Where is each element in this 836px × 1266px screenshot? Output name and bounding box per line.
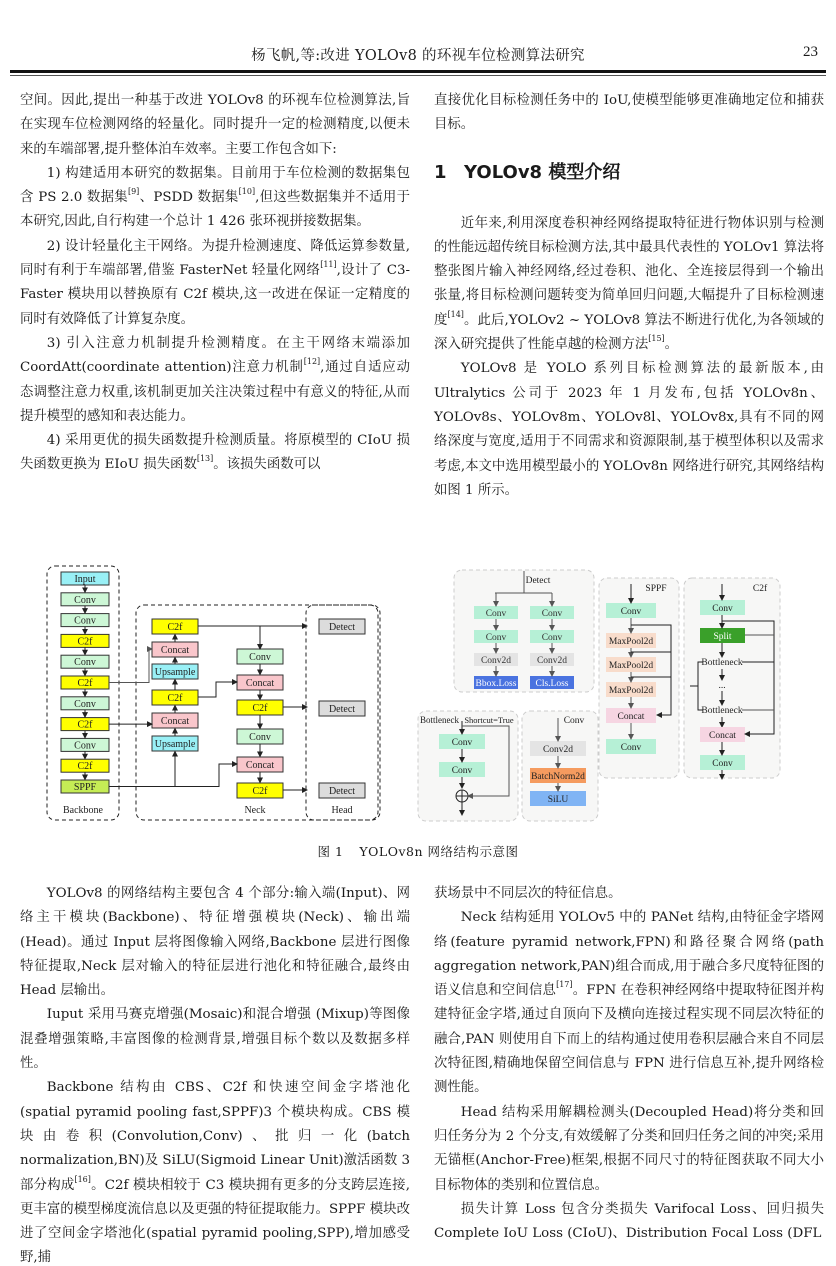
backbone-label: Backbone	[63, 805, 103, 816]
head-block-detect-label: Detect	[328, 786, 356, 797]
citation[interactable]: [12]	[303, 357, 321, 367]
left-column-top	[20, 89, 410, 478]
detect-right-conv2d-label: Conv2d	[536, 656, 568, 666]
citation[interactable]: [13]	[196, 454, 214, 464]
backbone-block-c2f-label: C2f	[77, 761, 93, 773]
connector-arrow	[109, 649, 152, 683]
c2f-block-conv-label: Conv	[712, 604, 733, 614]
bottleneck-module-title: Bottleneck	[420, 715, 459, 725]
sppf-block-maxpool2d-label: MaxPool2d	[608, 637, 654, 647]
page-number: 23	[803, 44, 818, 60]
section-number: 1	[434, 161, 447, 183]
section-heading	[434, 161, 824, 185]
citation[interactable]: [10]	[238, 187, 256, 197]
neck-right-block-conv-label: Conv	[249, 732, 271, 743]
left-column-bottom	[20, 882, 410, 1266]
detect-left-bbox-loss-label: Bbox.Loss	[475, 679, 517, 689]
detect-left-conv-label: Conv	[485, 633, 507, 643]
neck-right-block-concat-label: Concat	[245, 678, 275, 689]
backbone-block-conv-label: Conv	[74, 594, 96, 606]
backbone-block-c2f-label: C2f	[77, 678, 93, 689]
backbone-block-input-label: Input	[74, 574, 96, 585]
backbone-block-c2f-label: C2f	[77, 719, 93, 731]
detect-right-conv-label: Conv	[541, 633, 563, 643]
paragraph: 损失计算 Loss 包含分类损失 Varifocal Loss、回归损失 Complete IoU Loss (CIoU)、Distribution Focal Loss (DFL	[434, 1201, 824, 1242]
backbone-block-conv-label: Conv	[74, 657, 96, 669]
paragraph: 3) 引入注意力机制提升检测精度。在主干网络末端添加 CoordAtt(coordinate attention)注意力机制[12],通过自适应动态调整注意力权重,该机制更加关注决策过程中有意义的特征,从而提升模型的感知和表达能力。	[20, 335, 410, 424]
connector-arrow	[198, 626, 260, 649]
sppf-module-title: SPPF	[645, 584, 667, 594]
conv-block-conv2d-label: Conv2d	[542, 745, 574, 755]
paragraph: 获场景中不同层次的特征信息。	[434, 886, 622, 901]
conv-module-title: Conv	[563, 716, 585, 726]
c2f-bottleneck-2: Bottleneck	[701, 706, 743, 716]
neck-right-block-c2f-label: C2f	[252, 703, 268, 714]
head-block-detect-label: Detect	[328, 704, 356, 715]
bottleneck-block-conv-label: Conv	[451, 738, 473, 748]
neck-left-block-concat-label: Concat	[160, 645, 190, 656]
neck-left-block-c2f-label: C2f	[167, 622, 183, 633]
right-column-bottom	[434, 882, 824, 1246]
paragraph: 4) 采用更优的损失函数提升检测质量。将原模型的 CIoU 损失函数更换为 EIoU 损失函数[13]。该损失函数可以	[20, 433, 410, 473]
c2f-block-conv-out-label: Conv	[712, 759, 733, 769]
header-rule-thick	[10, 70, 826, 73]
paragraph: Neck 结构延用 YOLOv5 中的 PANet 结构,由特征金字塔网络(feature pyramid network,FPN)和路径聚合网络(path aggregation network,PAN)组合而成,用于融合多尺度特征图的语义信息和空间信息[17]。FPN 在卷积神经网络中提取特征图并构建特征金字塔,通过自顶向下及横向连接过程实现不同层次特征的融合,PAN 则使用自下而上的结构通过使用卷积层融合来自不同层次特征图,精确地保留空间信息与 FPN 进行信息互补,提升网络检测性能。	[434, 910, 825, 1096]
backbone-block-conv-label: Conv	[74, 698, 96, 710]
neck-left-block-upsample-label: Upsample	[154, 739, 196, 750]
paragraph: 2) 设计轻量化主干网络。为提升检测速度、降低运算参数量,同时有利于车端部署,借鉴 FasterNet 轻量化网络[11],设计了 C3-Faster 模块用以替换原有 C2f 模块,这一改进在保证一定精度的同时有效降低了计算复杂度。	[20, 238, 410, 327]
paragraph: 空间。因此,提出一种基于改进 YOLOv8 的环视车位检测算法,旨在实现车位检测网络的轻量化。同时提升一定的检测精度,以便未来的车端部署,提升整体泊车效率。主要工作包含如下:	[20, 93, 410, 157]
citation[interactable]: [9]	[127, 187, 140, 197]
citation[interactable]: [15]	[648, 334, 665, 344]
paragraph: YOLOv8 是 YOLO 系列目标检测算法的最新版本,由 Ultralytics 公司于 2023 年 1 月发布,包括 YOLOv8n、YOLOv8s、YOLOv8m、YOLOv8l、YOLOv8x,具有不同的网络深度与宽度,适用于不同需求和资源限制,基于模型体积以及需求考虑,本文中选用模型最小的 YOLOv8n 网络进行研究,其网络结构如图 1 所示。	[434, 361, 824, 498]
neck-left-block-upsample-label: Upsample	[154, 667, 196, 678]
figure-caption	[0, 842, 836, 860]
figure-yolov8n-architecture	[44, 563, 824, 825]
backbone-block-conv-label: Conv	[74, 740, 96, 752]
detect-left-conv2d-label: Conv2d	[480, 656, 512, 666]
running-title: 杨飞帆,等:改进 YOLOv8 的环视车位检测算法研究	[251, 48, 585, 64]
c2f-ellipsis: ...	[718, 681, 726, 691]
citation[interactable]: [17]	[556, 980, 573, 990]
neck-right-block-conv-label: Conv	[249, 652, 271, 663]
backbone-block-c2f-label: C2f	[77, 636, 93, 648]
paragraph: Backbone 结构由 CBS、C2f 和快速空间金字塔池化(spatial pyramid pooling fast,SPPF)3 个模块构成。CBS 模块由卷积(Convolution,Conv)、批归一化(batch normalization,BN)及 SiLU(Sigmoid Linear Unit)激活函数 3 部分构成[16]。C2f 模块相较于 C3 模块拥有更多的分支跨层连接,更丰富的模型梯度流信息以及更强的特征提取能力。SPPF 模块改进了空间金字塔池化(spatial pyramid pooling,SPP),增加感受野,捕	[20, 1080, 411, 1266]
paragraph: Head 结构采用解耦检测头(Decoupled Head)将分类和回归任务分为 2 个分支,有效缓解了分类和回归任务之间的冲突;采用无锚框(Anchor-Free)框架,根据不同尺寸的特征图获取不同大小目标物体的类别和位置信息。	[434, 1104, 824, 1193]
citation[interactable]: [11]	[320, 260, 337, 270]
neck-right-block-concat-label: Concat	[245, 760, 275, 771]
paragraph: 近年来,利用深度卷积神经网络提取特征进行物体识别与检测的性能远超传统目标检测方法,其中最具代表性的 YOLOv1 算法将整张图片输入神经网络,经过卷积、池化、全连接层得到一个输出张量,将目标检测问题转变为简单回归问题,大幅提升了目标检测速度[14]。此后,YOLOv2 ~ YOLOv8 算法不断进行优化,为各领域的深入研究提供了性能卓越的检测方法[15]。	[434, 215, 825, 353]
figure-caption-text: YOLOv8n 网络结构示意图	[359, 844, 519, 859]
sppf-block-maxpool2d-label: MaxPool2d	[608, 661, 654, 671]
conv-block-batchnorm2d-label: BatchNorm2d	[531, 772, 585, 782]
paragraph: 直接优化目标检测任务中的 IoU,使模型能够更准确地定位和捕获目标。	[434, 93, 824, 133]
right-column-top	[434, 89, 824, 503]
paragraph: YOLOv8 的网络结构主要包含 4 个部分:输入端(Input)、网络主干模块(Backbone)、特征增强模块(Neck)、输出端(Head)。通过 Input 层将图像输入网络,Backbone 层进行图像特征提取,Neck 层对输入的特征层进行池化和特征融合,最终由 Head 层输出。	[20, 886, 410, 999]
sppf-block-conv-label: Conv	[620, 607, 642, 617]
bottleneck-block-conv-label: Conv	[451, 766, 473, 776]
neck-left-block-c2f-label: C2f	[167, 693, 183, 704]
sppf-block-maxpool2d-label: MaxPool2d	[608, 686, 654, 696]
paragraph: Iuput 采用马赛克增强(Mosaic)和混合增强 (Mixup)等图像混叠增强策略,丰富图像的检测背景,增强目标个数以及数据多样性。	[20, 1007, 410, 1072]
neck-label: Neck	[244, 805, 266, 816]
conv-block-silu-label: SiLU	[547, 795, 569, 805]
head-block-detect-label: Detect	[328, 622, 356, 633]
neck-left-block-concat-label: Concat	[160, 716, 190, 727]
detect-right-conv-label: Conv	[541, 609, 563, 619]
backbone-block-conv-label: Conv	[74, 615, 96, 627]
c2f-block-split-label: Split	[713, 632, 732, 642]
section-title: YOLOv8 模型介绍	[464, 161, 621, 183]
paragraph: 1) 构建适用本研究的数据集。目前用于车位检测的数据集包含 PS 2.0 数据集[9]、PSDD 数据集[10],但这些数据集并不适用于本研究,因此,自行构建一个总计 1 426 张环视拼接数据集。	[20, 165, 410, 230]
bottleneck-shortcut-label: Shortcut=True	[464, 715, 514, 725]
citation[interactable]: [14]	[447, 309, 464, 319]
connector-arrow	[198, 682, 237, 697]
running-header	[0, 44, 836, 66]
citation[interactable]: [16]	[74, 1174, 91, 1184]
c2f-bottleneck-1: Bottleneck	[701, 658, 743, 668]
figure-label: 图 1	[317, 844, 344, 859]
detect-right-cls-loss-label: Cls.Loss	[535, 679, 569, 689]
c2f-block-concat-label: Concat	[709, 731, 736, 741]
header-rule-thin	[10, 75, 826, 76]
c2f-module-title: C2f	[752, 584, 768, 594]
sppf-block-conv-label: Conv	[620, 743, 642, 753]
head-label: Head	[331, 805, 353, 816]
neck-right-block-c2f-label: C2f	[252, 786, 268, 797]
connector-arrow	[109, 764, 237, 787]
architecture-diagram	[44, 563, 824, 825]
detect-left-conv-label: Conv	[485, 609, 507, 619]
backbone-block-sppf-label: SPPF	[73, 782, 97, 793]
sppf-block-concat-label: Concat	[617, 712, 645, 722]
detect-module-title: Detect	[525, 576, 551, 586]
